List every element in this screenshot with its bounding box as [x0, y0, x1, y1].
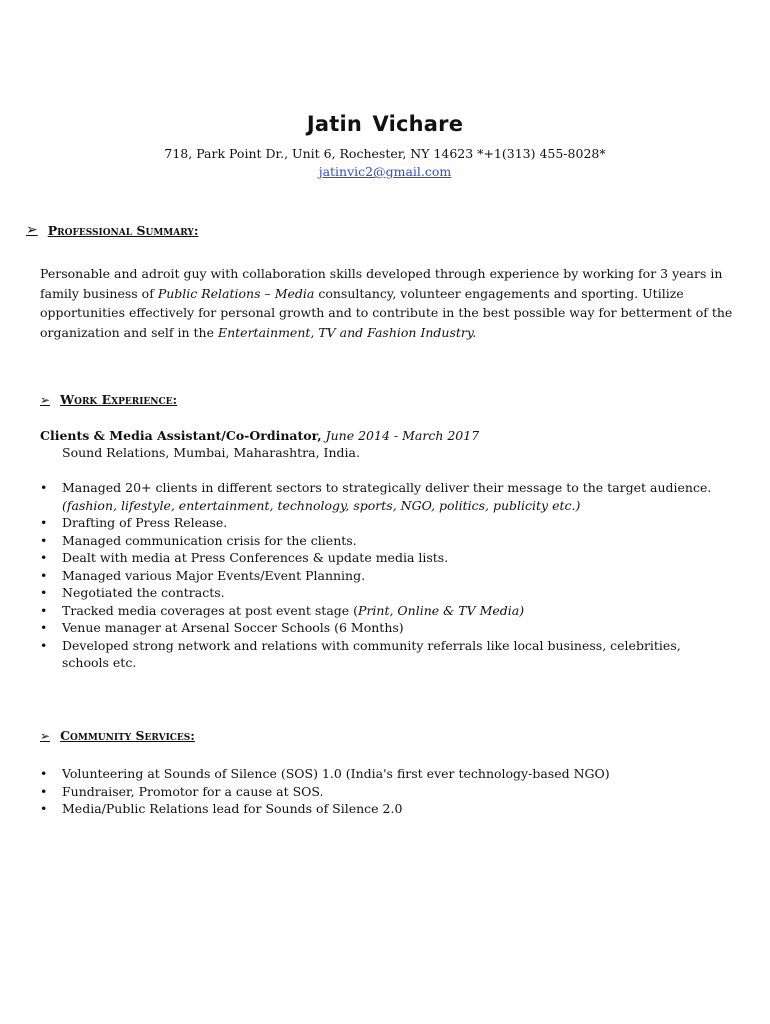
bullet-dot-icon: •	[40, 550, 48, 565]
bullet-dot-icon: •	[40, 585, 48, 600]
bullet-dot-icon: •	[40, 801, 48, 816]
community-bullet-text: Fundraiser, Promotor for a cause at SOS.	[62, 783, 324, 799]
bullet-dot-icon: •	[40, 766, 48, 781]
community-bullet-item	[40, 800, 720, 818]
bullet-dot-icon: •	[40, 515, 48, 530]
work-bullet-text: Negotiated the contracts.	[62, 585, 225, 600]
community-bullet-text: Media/Public Relations lead for Sounds of Silence 2.0	[62, 801, 403, 816]
work-bullet-item	[40, 619, 720, 637]
job-dates: June 2014 - March 2017	[325, 428, 480, 443]
bullet-dot-icon: •	[40, 567, 48, 583]
arrow-bullet-icon: ➢	[26, 222, 38, 238]
work-bullet-item	[40, 637, 720, 672]
summary-paragraph	[40, 264, 740, 342]
summary-italic-1: Public Relations – Media	[157, 285, 315, 301]
community-bullet-list	[40, 765, 720, 818]
bullet-dot-icon: •	[40, 602, 48, 618]
work-heading-label: Work Experience:	[60, 392, 178, 407]
email-link[interactable]: jatinvic2@gmail.com	[318, 164, 452, 179]
work-bullet-italic: Print, Online & TV Media)	[358, 602, 525, 618]
bullet-dot-icon: •	[40, 480, 48, 495]
arrow-bullet-icon: ➢	[40, 392, 51, 407]
work-bullet-text: Dealt with media at Press Conferences & update media lists.	[62, 550, 449, 565]
bullet-dot-icon: •	[40, 620, 48, 635]
work-bullet-text: Drafting of Press Release.	[62, 515, 228, 530]
work-bullet-list	[40, 479, 720, 672]
community-heading	[40, 728, 195, 743]
work-bullet-item	[40, 549, 720, 567]
job-title: Clients & Media Assistant/Co-Ordinator,	[40, 428, 322, 443]
work-bullet-text: Managed various Major Events/Event Planning.	[62, 567, 366, 583]
work-bullet-item	[40, 479, 720, 514]
work-bullet-text: Venue manager at Arsenal Soccer Schools (6 Months)	[62, 620, 404, 635]
work-bullet-item	[40, 532, 720, 550]
summary-heading	[26, 222, 198, 238]
bullet-dot-icon: •	[40, 532, 48, 548]
summary-italic-2: Entertainment, TV and Fashion Industry.	[217, 324, 477, 340]
work-bullet-text: Tracked media coverages at post event stage (	[62, 602, 359, 618]
summary-heading-label: Professional Summary:	[47, 222, 199, 238]
summary-text-2: consultancy, volunteer engagements and sporting. Utilize opportunities effectively for personal growth and to contribute in the best possible way for betterment of the organization and self in the	[40, 285, 733, 340]
bullet-dot-icon: •	[40, 783, 48, 799]
work-bullet-item	[40, 514, 720, 532]
community-bullet-text: Volunteering at Sounds of Silence (SOS) 1.0 (India's first ever technology-based NGO)	[62, 766, 610, 781]
job-place: Sound Relations, Mumbai, Maharashtra, India.	[62, 445, 360, 460]
work-bullet-item	[40, 584, 720, 602]
bullet-dot-icon: •	[40, 637, 48, 653]
contact-line: 718, Park Point Dr., Unit 6, Rochester, NY 14623 *+1(313) 455-8028*	[164, 146, 606, 161]
community-heading-label: Community Services:	[60, 728, 195, 743]
community-bullet-item	[40, 783, 720, 801]
candidate-name: Jatin Vichare	[306, 112, 464, 136]
arrow-bullet-icon: ➢	[40, 728, 51, 743]
work-bullet-text: Managed 20+ clients in different sectors to strategically deliver their message to the target audience.	[62, 480, 712, 495]
summary-text-1: Personable and adroit guy with collaboration skills developed through experience by working for 3 years in family business of	[40, 266, 723, 301]
work-bullet-text: Developed strong network and relations with community referrals like local business, celebrities, schools etc.	[62, 637, 681, 670]
work-bullet-item	[40, 602, 720, 620]
work-bullet-italic: (fashion, lifestyle, entertainment, technology, sports, NGO, politics, publicity etc.)	[62, 497, 581, 513]
work-bullet-text: Managed communication crisis for the clients.	[62, 532, 357, 548]
work-bullet-item	[40, 567, 720, 585]
community-bullet-item	[40, 765, 720, 783]
work-heading	[40, 392, 177, 407]
job-title-line	[40, 428, 479, 443]
